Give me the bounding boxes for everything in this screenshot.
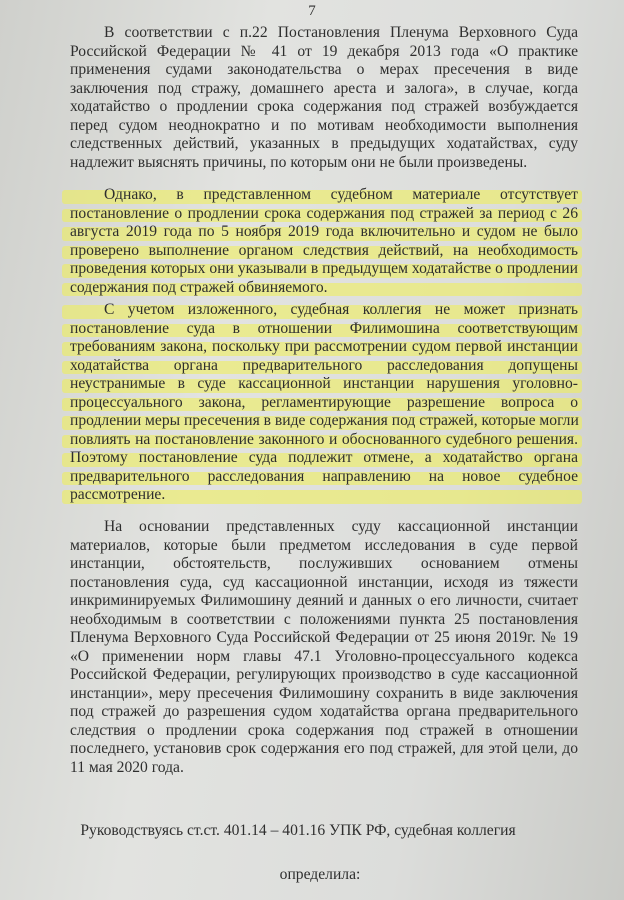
text-line: постановления суда, суд кассационной инстанции, исходя из тяжести (70, 573, 578, 591)
text-line: С учетом изложенного, судебная коллегия не может признать (70, 301, 578, 320)
text-line: предварительного расследования направлению на новое судебное (70, 467, 578, 485)
text-line: проведения которых они указывали в предыдущем ходатайстве о продлении (70, 260, 578, 277)
text-line: последнего, установив срок содержания его под стражей, для этой цели, до (70, 740, 578, 757)
text-line: следствия о продлении срока содержания под стражей в отношении (70, 721, 578, 739)
paragraph-pleнum-reference (70, 24, 578, 172)
text-line: августа 2019 года по 5 ноября 2019 года включительно и судом не было (70, 223, 578, 240)
text-line: процессуального закона, регламентирующие разрешение вопроса о (70, 393, 578, 411)
text-line: неустранимые в суде кассационной инстанции нарушения уголовно- (70, 375, 578, 392)
text-line: надлежит выяснять причины, по которым они не были произведены. (70, 153, 528, 171)
text-line: Однако, в представленном судебном материале отсутствует (70, 186, 578, 205)
text-line: продлении меры пресечения в виде содержания под стражей, которые могли (70, 412, 579, 429)
text-line: Российской Федерации, регулирующих производство в суде кассационной (70, 666, 578, 683)
decision-heading: определила: (279, 866, 361, 883)
text-line: необходимым в соответствии с положениями пункта 25 постановления (70, 610, 578, 628)
text-line: инкриминируемых Филимошину деяний и данных о его личности, считает (70, 592, 578, 609)
text-line: проверено выполнение органом следствия действий, на необходимость (70, 241, 578, 259)
page-number: 7 (308, 3, 316, 19)
text-line: требованиям закона, поскольку при рассмотрении судом первой инстанции (70, 338, 578, 355)
text-line: повлиять на постановление законного и обоснованного судебного решения. (70, 430, 578, 448)
text-line: В соответствии с п.22 Постановления Пленума Верховного Суда (104, 24, 578, 41)
text-line: ходатайство о продлении срока содержания под стражей возбуждается (70, 98, 578, 115)
text-line: под стражей до разрешения судом ходатайства органа предварительного (70, 703, 578, 720)
text-line: применения судами законодательства о мерах пресечения в виде (70, 61, 578, 78)
text-line: Пленума Верховного Суда Российской Федерации от 25 июня 2019г. № 19 (70, 629, 578, 646)
text-line: 11 мая 2020 года. (70, 758, 184, 776)
text-line: ходатайства органа предварительного расследования допущены (70, 356, 578, 374)
paragraph-missing-ruling (70, 186, 578, 297)
paragraph-detention-extension (70, 518, 578, 777)
text-line: следственных действий, указанных в предыдущих ходатайствах, суду (70, 135, 578, 152)
text-line: содержания под стражей обвиняемого. (70, 279, 578, 298)
text-line: рассмотрение. (70, 486, 578, 505)
text-line: «О применении норм главы 47.1 Уголовно-процессуального кодекса (70, 647, 578, 665)
text-line: материалов, которые были предметом исследования в суде первой (70, 536, 578, 554)
text-line: перед судом неоднократно и по мотивам необходимости выполнения (70, 116, 578, 134)
paragraph-court-conclusion (70, 301, 578, 505)
text-line: постановление о продлении срока содержания под стражей за период с 26 (70, 204, 578, 222)
text-line: постановление суда в отношении Филимошина соответствующим (70, 319, 578, 337)
text-line: заключения под стражу, домашнего ареста и залога», в случае, когда (70, 79, 578, 97)
text-line: Российской Федерации № 41 от 19 декабря 2013 года «О практике (70, 42, 578, 60)
text-line: На основании представленных суду кассационной инстанции (104, 518, 578, 535)
guidance-line: Руководствуясь ст.ст. 401.14 – 401.16 УПК РФ, судебная коллегия (80, 822, 516, 839)
text-line: инстанции», меру пресечения Филимошину сохранить в виде заключения (70, 684, 578, 702)
text-line: инстанции, обстоятельств, послуживших основанием отмены (70, 555, 578, 572)
text-line: Поэтому постановление суда подлежит отмене, а ходатайство органа (70, 449, 578, 466)
